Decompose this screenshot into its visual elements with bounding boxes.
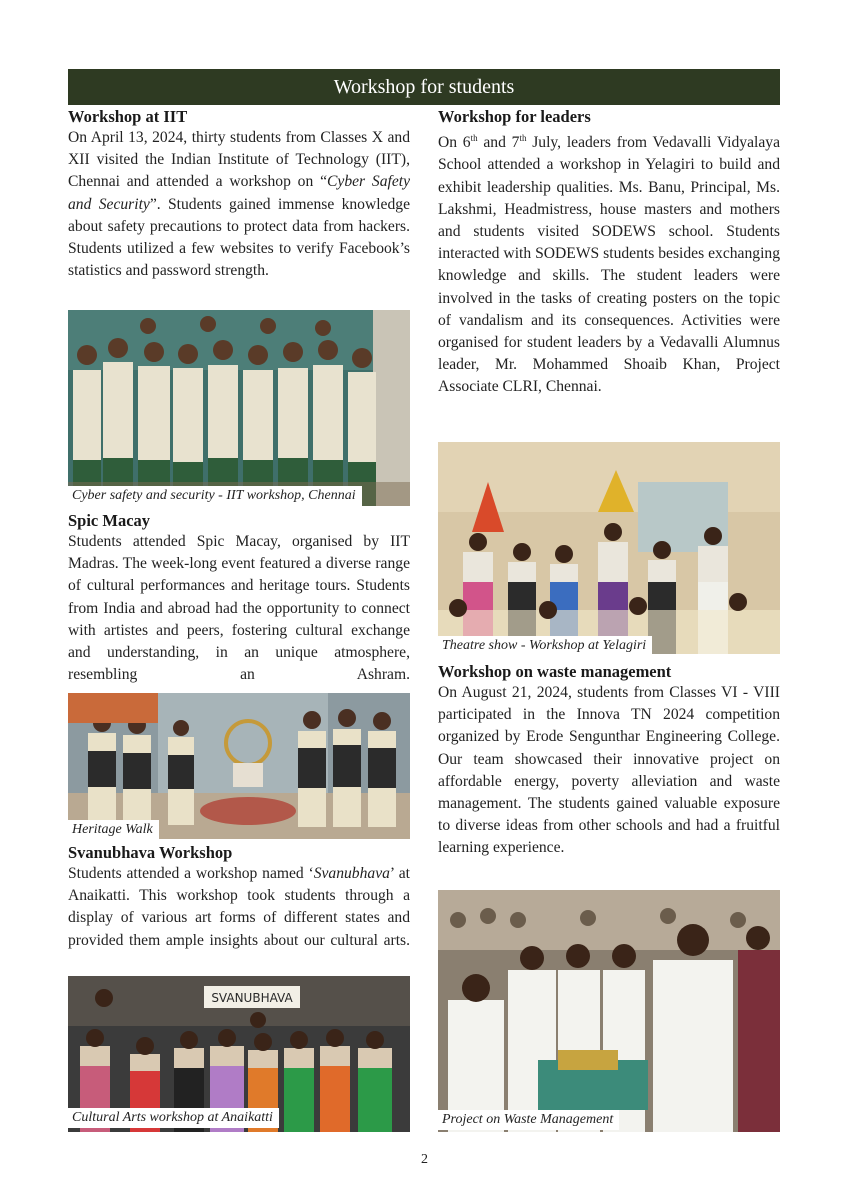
waste-caption: Project on Waste Management [438,1110,619,1130]
leaders-heading: Workshop for leaders [438,107,591,126]
svanubhava-paragraph: Students attended a workshop named ‘Svanubhava’ at Anaikatti. This workshop took students through a display of various art forms of different states and provided them ample insights about our cultural arts. [68,865,411,949]
theatre-show-photo [438,442,780,654]
waste-heading: Workshop on waste management [438,662,672,681]
cultural-arts-caption: Cultural Arts workshop at Anaikatti [68,1108,279,1128]
section-banner: Workshop for students [68,69,780,105]
iit-workshop-photo [68,310,410,506]
page-number: 2 [421,1152,428,1167]
iit-heading: Workshop at IIT [68,107,188,126]
spic-heading: Spic Macay [68,511,151,530]
theatre-caption: Theatre show - Workshop at Yelagiri [438,636,652,656]
svg-text:SVANUBHAVA: SVANUBHAVA [211,991,293,1005]
waste-paragraph: On August 21, 2024, students from Classes VI - VIII participated in the Innova TN 2024 competition organized by Erode Sengunthar Engineering College. Our team showcased their innovative project on affordable energy, poverty alleviation and waste management. The students gained valuable exposure to diverse ideas from other schools and had a fruitful learning experience. [438,684,780,857]
heritage-caption: Heritage Walk [68,820,159,840]
spic-paragraph: Students attended Spic Macay, organised by IIT Madras. The week-long event featured a diverse range of cultural performances and heritage tours. Students from India and abroad had the opportunity to connect with artistes and peers, fostering cultural exchange and understanding, in an unique atmosphere, resembling an Ashram. [68,533,410,684]
svanubhava-heading: Svanubhava Workshop [68,843,233,862]
heritage-walk-photo [68,693,410,839]
waste-management-photo [438,890,780,1132]
waste-section [438,661,780,860]
iit-caption: Cyber safety and security - IIT workshop, Chennai [68,486,362,506]
leaders-paragraph: On 6th and 7th July, leaders from Vedavalli Vidyalaya School attended a workshop in Yelagiri to build and exhibit leadership qualities. Ms. Banu, Principal, Ms. Lakshmi, Headmistress, house masters and mothers and students visited SODEWS school. Students interacted with SODEWS students besides exchanging knowledge and skills. The student leaders were involved in the tasks of creating posters on the topic of vandalism and its consequences. Activities were organised for student leaders by a Vedavalli Alumnus leader, Mr. Mohammed Shoaib Khan, Project Associate CLRI, Chennai. [438,133,780,396]
iit-section [68,106,410,282]
spic-section [68,510,410,686]
leaders-section [438,106,780,399]
iit-paragraph: On April 13, 2024, thirty students from Classes X and XII visited the Indian Institute of Technology (IIT), Chennai and attended a workshop on “Cyber Safety and Security”. Students gained immense knowledge about safety precautions to protect data from hackers. Students utilized a few websites to verify Facebook’s statistics and password strength. [68,129,411,280]
svanubhava-section [68,842,410,952]
